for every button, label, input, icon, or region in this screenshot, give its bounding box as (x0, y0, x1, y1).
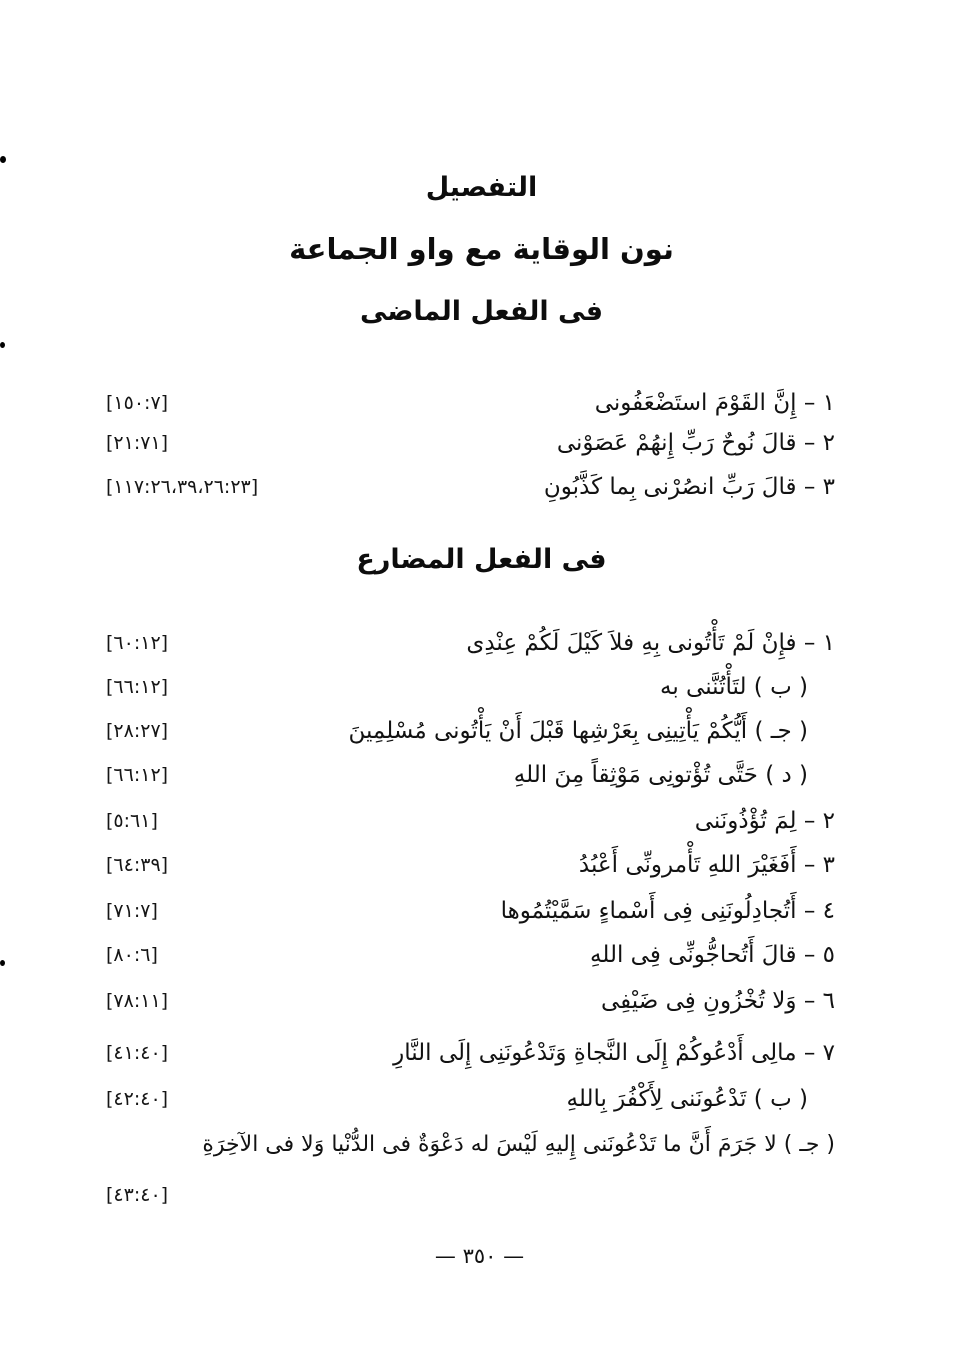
list-item (0, 665, 953, 709)
verse-text: ( جـ ) لا جَرَمَ أَنَّ ما تَدْعُونَنى إِليهِ لَيْسَ له دَعْوَةٌ فى الدُّنْيا وَلا فى الآخِرَةِ (202, 1132, 835, 1157)
verse-reference: [٦٦:١٢] (106, 676, 169, 698)
verse-reference: [٢٨:٢٧] (106, 720, 169, 742)
verse-reference: [٦٦:١٢] (106, 764, 169, 786)
list-item (0, 889, 953, 933)
verse-text: ( ب ) لتَأْتُنَّنى به (660, 674, 808, 700)
verse-text: ٦ – وَلا تُخْزُونِ فِى ضَيْفِى (600, 988, 835, 1014)
scan-speck (0, 156, 6, 163)
scan-speck (0, 342, 5, 348)
list-item (0, 465, 953, 509)
list-item (0, 1077, 953, 1121)
subsection-heading-past: فى الفعل الماضى (360, 296, 603, 327)
verse-text: ٧ – مالِى أَدْعُوكُمْ إِلَى النَّجاةِ وَتَدْعُونَنِى إِلَى النَّارِ (393, 1040, 835, 1066)
list-item (0, 843, 953, 887)
list-item (0, 1173, 953, 1217)
page-title: التفصيل (425, 172, 538, 203)
list-item (0, 979, 953, 1023)
verse-text: ٤ – أَتُجادِلُونَنِى فِى أَسْماءٍ سَمَّيْتُمُوها (500, 898, 835, 924)
list-item (0, 1123, 953, 1167)
verse-reference: [١٥٠:٧] (106, 392, 169, 414)
verse-text: ٢ – لِمَ تُؤْذُونَنى (694, 808, 835, 834)
verse-reference: [٢١:٧١] (106, 432, 169, 454)
verse-text: ( د ) حَتَّى تُؤْتونِى مَوْثِقاً مِنَ اللهِ (513, 762, 808, 788)
list-item (0, 621, 953, 665)
verse-reference: [٦٠:١٢] (106, 632, 169, 654)
verse-reference: [٦٤:٣٩] (106, 854, 169, 876)
list-item (0, 381, 953, 425)
list-item (0, 1031, 953, 1075)
verse-reference: [٤٣:٤٠] (106, 1184, 169, 1206)
verse-reference: [٤١:٤٠] (106, 1042, 169, 1064)
verse-reference: [٧١:٧] (106, 900, 158, 922)
list-item (0, 421, 953, 465)
list-item (0, 753, 953, 797)
verse-text: ( ب ) تَدْعُونَنى لِأَكْفُرَ بِاللهِ (566, 1086, 808, 1112)
list-item (0, 799, 953, 843)
list-item (0, 933, 953, 977)
subsection-heading-present: فى الفعل المضارع (356, 544, 607, 575)
verse-text: ( جـ ) أَيُّكُمْ يَأْتِينِى بِعَرْشِها قَبْلَ أَنْ يَأْتُونى مُسْلِمِينَ (348, 718, 808, 744)
verse-text: ٢ – قالَ نُوحٌ رَبِّ إِنهُمْ عَصَوْنى (556, 430, 835, 456)
verse-text: ١ – إِنَّ القَوْمَ استَضْعَفُونى (594, 390, 835, 416)
verse-reference: [٥:٦١] (106, 810, 158, 832)
section-heading: نون الوقاية مع واو الجماعة (289, 232, 674, 266)
verse-reference: [٧٨:١١] (106, 990, 169, 1012)
list-item (0, 709, 953, 753)
verse-reference: [٤٢:٤٠] (106, 1088, 169, 1110)
verse-reference: [١١٧:٢٦،٣٩،٢٦:٢٣] (106, 476, 259, 498)
verse-reference: [٨٠:٦] (106, 944, 158, 966)
verse-text: ١ – فإِنْ لَمْ تَأْتُونى بِهِ فلاَ كَيْلَ لَكُمْ عِنْدِى (466, 630, 835, 656)
page-number: — ٣٥٠ — (434, 1244, 525, 1268)
verse-text: ٣ – قالَ رَبِّ انصُرْنى بِما كَذَّبُونِ (543, 474, 835, 500)
verse-text: ٥ – قالَ أَتُحاجُّونِّى فِى اللهِ (590, 942, 835, 968)
verse-text: ٣ – أَفَغَيْرَ اللهِ تَأْمرونِّى أَعْبُدُ (578, 852, 835, 878)
